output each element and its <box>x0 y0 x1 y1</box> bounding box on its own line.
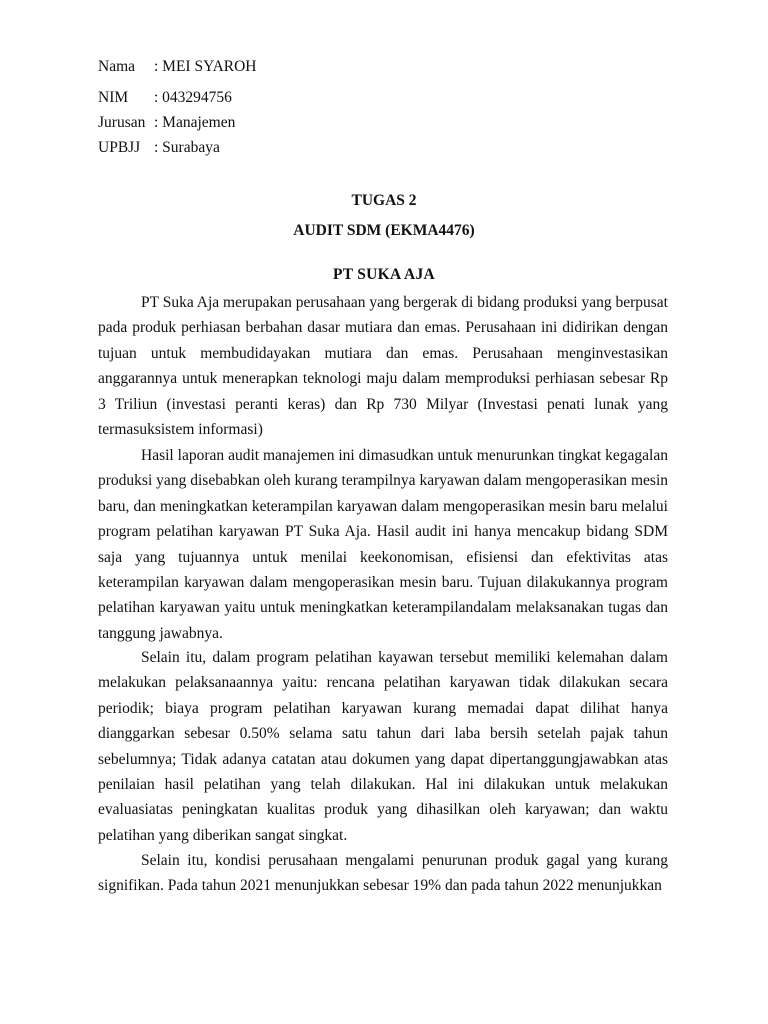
identity-value-upbjj: : Surabaya <box>154 139 220 156</box>
paragraph-company-profile: PT Suka Aja merupakan perusahaan yang bergerak di bidang produksi yang berpusat pada produk perhiasan berbahan dasar mutiara dan emas. Perusahaan ini didirikan dengan tujuan untuk membudidayakan mutiara dan emas. Perusahaan menginvestasikan anggarannya untuk menerapkan teknologi maju dalam memproduksi perhiasan sebesar Rp 3 Triliun (investasi peranti keras) dan Rp 730 Milyar (Investasi penati lunak yang termasuksistem informasi) <box>98 294 668 439</box>
course-title: AUDIT SDM (EKMA4476) <box>293 222 475 239</box>
identity-value-jurusan: : Manajemen <box>154 114 236 131</box>
company-title: PT SUKA AJA <box>332 266 436 283</box>
identity-value-nama: : MEI SYAROH <box>154 58 257 75</box>
identity-value-nim: : 043294756 <box>154 89 232 106</box>
identity-label-nama: Nama <box>98 58 136 75</box>
identity-label-upbjj: UPBJJ <box>98 139 141 156</box>
identity-label-nim: NIM <box>98 89 129 106</box>
identity-label-jurusan: Jurusan <box>98 114 146 131</box>
paragraph-defect-condition: Selain itu, kondisi perusahaan mengalami penurunan produk gagal yang kurang signifikan. Pada tahun 2021 menunjukkan sebesar 19% dan pada tahun 2022 menunjukkan <box>98 852 668 895</box>
paragraph-audit-purpose: Hasil laporan audit manajemen ini dimasudkan untuk menurunkan tingkat kegagalan produksi yang disebabkan oleh kurang terampilnya karyawan dalam mengoperasikan mesin baru, dan meningkatkan keterampilan karyawan dalam mengoperasikan mesin baru melalui program pelatihan karyawan PT Suka Aja. Hasil audit ini hanya mencakup bidang SDM saja yang tujuannya untuk menilai keekonomisan, efisiensi dan efektivitas atas keterampilan karyawan dalam mengoperasikan mesin baru. Tujuan dilakukannya program pelatihan karyawan yaitu untuk meningkatkan keterampilandalam melaksanakan tugas dan tanggung jawabnya. <box>98 447 668 642</box>
assignment-title: TUGAS 2 <box>351 192 417 209</box>
paragraph-training-weaknesses: Selain itu, dalam program pelatihan kayawan tersebut memiliki kelemahan dalam melakukan pelaksanaannya yaitu: rencana pelatihan karyawan tidak dilakukan secara periodik; biaya program pelatihan karyawan kurang memadai dapat dilihat hanya dianggarkan sebesar 0.50% selama satu tahun dari laba bersih setelah pajak tahun sebelumnya; Tidak adanya catatan atau dokumen yang dapat dipertanggungjawabkan atas penilaian hasil pelatihan yang telah dilakukan. Hal ini dilakukan untuk melakukan evaluasiatas peningkatan kualitas produk yang dihasilkan oleh karyawan; dan waktu pelatihan yang diberikan sangat singkat. <box>98 649 668 844</box>
